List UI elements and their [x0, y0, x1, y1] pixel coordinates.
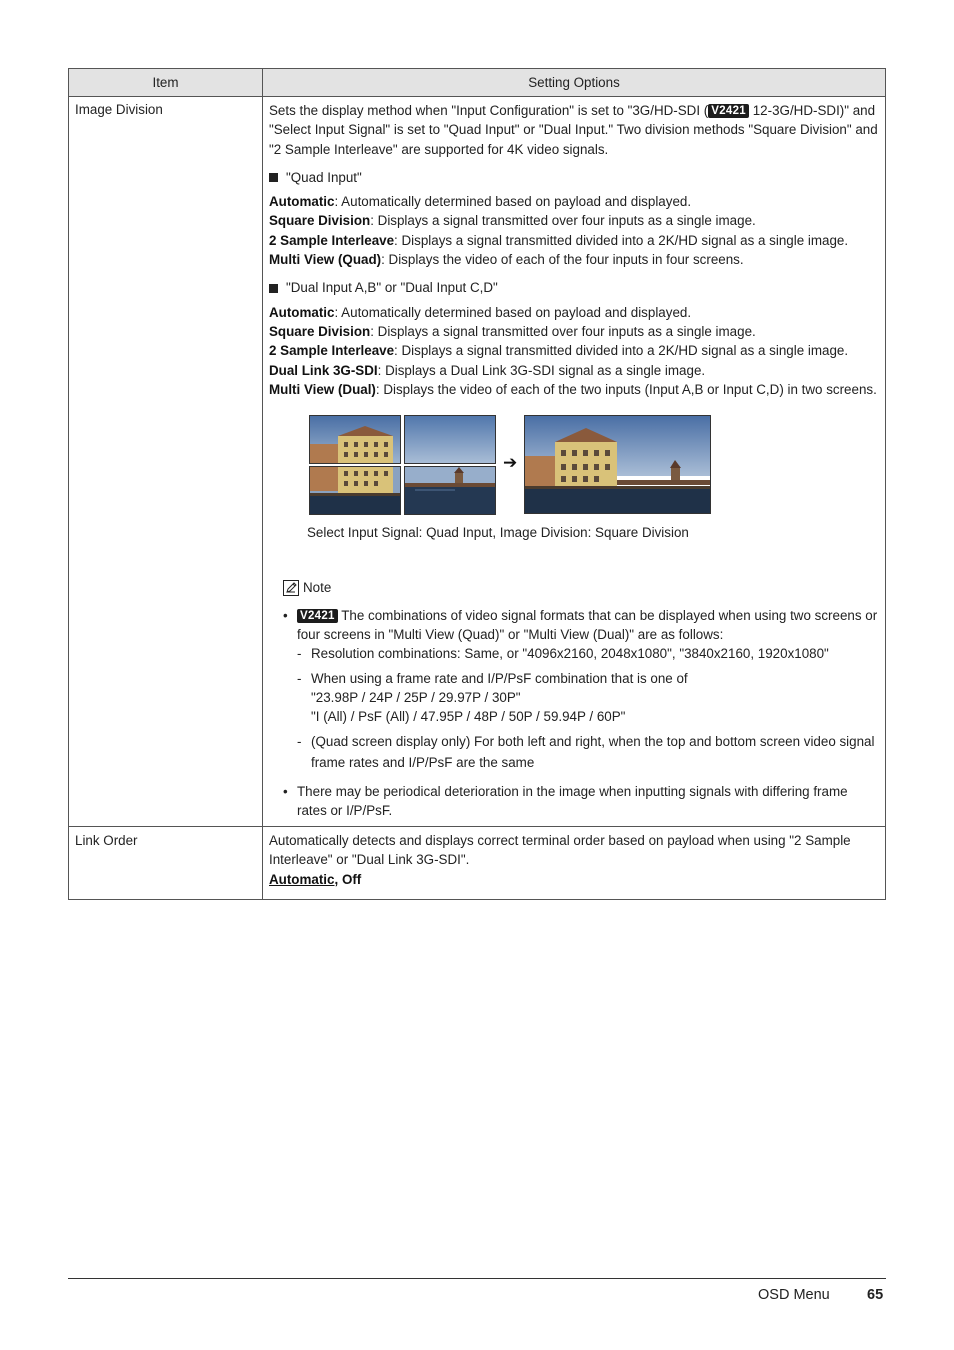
- combined-photo-icon: [525, 416, 710, 513]
- note-sub-item-frame-rate: [297, 669, 879, 727]
- note-bullet-2-text: There may be periodical deterioration in the image when inputting signals with differing frame rates or I/P/PsF.: [297, 783, 848, 818]
- option-desc: : Displays a signal transmitted divided into a 2K/HD signal as a single image.: [394, 343, 849, 359]
- model-badge: V2421: [297, 609, 338, 623]
- option-desc: : Displays the video of each of the four inputs in four screens.: [381, 252, 744, 268]
- option-separator: ,: [334, 871, 342, 887]
- note-bullet-2: [283, 782, 879, 821]
- bridge-photo-icon: [405, 467, 495, 514]
- combined-image: [524, 415, 711, 514]
- note-title: Note: [303, 580, 332, 596]
- item-image-division: Image Division: [69, 97, 263, 827]
- option-term: Dual Link 3G-SDI: [269, 362, 378, 378]
- note-sub-item-resolution: [297, 644, 879, 663]
- option-desc: : Displays the video of each of the two inputs (Input A,B or Input C,D) in two screens.: [375, 381, 877, 397]
- dash-marker: -: [297, 646, 302, 662]
- tile-bottom-left-image: [309, 466, 401, 515]
- bullet-dot-icon: •: [283, 783, 288, 799]
- option-term: Automatic: [269, 304, 335, 320]
- page-number: 65: [867, 1287, 884, 1303]
- dash-marker: -: [297, 733, 302, 749]
- note-sub-text: Resolution combinations: Same, or "4096x2160, 2048x1080", "3840x2160, 1920x1080": [311, 646, 829, 662]
- option-term: Square Division: [269, 213, 371, 229]
- option-desc: : Displays a signal transmitted over four inputs as a single image.: [370, 323, 756, 339]
- tile-bottom-right-image: [404, 466, 496, 515]
- intro-text-b: 12-3G/HD-SDI)" and "Select Input Signal" is set to "Quad Input" or "Dual Input." Two division methods "Square Division" and "2 Sample Interleave" are supported for 4K video signals.: [269, 103, 878, 157]
- dual-input-heading: [269, 278, 879, 297]
- link-order-desc: Automatically detects and displays correct terminal order based on payload when using "2 Sample Interleave" or "Dual Link 3G-SDI".: [269, 833, 851, 868]
- option-term: Automatic: [269, 194, 335, 210]
- intro-text-a: Sets the display method when "Input Configuration" is set to "3G/HD-SDI (: [269, 103, 709, 118]
- option-line: [269, 341, 879, 360]
- dual-options: [269, 303, 879, 399]
- option-line: [269, 231, 879, 250]
- dash-marker: -: [297, 670, 302, 686]
- arrow-right-icon: ➔: [503, 453, 518, 473]
- option-term: 2 Sample Interleave: [269, 343, 395, 359]
- link-order-options: [269, 870, 879, 889]
- option-term: Square Division: [269, 323, 371, 339]
- note-sub-text: When using a frame rate and I/P/PsF combination that is one of: [311, 670, 688, 686]
- header-setting-options: Setting Options: [263, 69, 886, 97]
- option-desc: : Displays a Dual Link 3G-SDI signal as a single image.: [377, 362, 706, 378]
- option-desc: : Displays a signal transmitted over four inputs as a single image.: [370, 213, 756, 229]
- bullet-dot-icon: •: [283, 607, 288, 623]
- square-bullet-icon: [269, 284, 278, 293]
- pencil-note-icon: [283, 580, 299, 596]
- tile-top-right-image: [404, 415, 496, 464]
- item-link-order: Link Order: [69, 827, 263, 900]
- table-row-image-division: [69, 97, 886, 827]
- table-row-link-order: [69, 827, 886, 900]
- dual-heading-text: "Dual Input A,B" or "Dual Input C,D": [286, 280, 498, 296]
- note-sub-text: "23.98P / 24P / 25P / 29.97P / 30P": [311, 689, 521, 705]
- building-photo-icon: [310, 416, 400, 463]
- square-bullet-icon: [269, 173, 278, 182]
- quad-options: [269, 192, 879, 269]
- waterfront-photo-icon: [310, 467, 400, 514]
- options-image-division: [263, 97, 886, 827]
- square-division-figure: [309, 415, 879, 515]
- tile-top-left-image: [309, 415, 401, 464]
- option-term: Multi View (Dual): [269, 381, 376, 397]
- option-line: [269, 322, 879, 341]
- header-item: Item: [69, 69, 263, 97]
- figure-caption: Select Input Signal: Quad Input, Image Division: Square Division: [307, 525, 689, 541]
- quad-input-heading: [269, 168, 879, 187]
- footer-section-title: OSD Menu: [758, 1287, 830, 1303]
- option-default-automatic: Automatic: [269, 871, 335, 887]
- option-desc: : Displays a signal transmitted divided into a 2K/HD signal as a single image.: [394, 232, 849, 248]
- option-line: [269, 192, 879, 211]
- option-line: [269, 303, 879, 322]
- quad-heading-text: "Quad Input": [286, 169, 362, 185]
- option-line: [269, 361, 879, 380]
- option-desc: : Automatically determined based on payload and displayed.: [334, 194, 692, 210]
- note-sub-text: (Quad screen display only) For both left and right, when the top and bottom screen video signal frame rates and I/P/PsF are the same: [311, 733, 875, 770]
- option-line: [269, 211, 879, 230]
- note-bullet-1: [283, 606, 879, 645]
- settings-table: [68, 68, 886, 900]
- option-line: [269, 250, 879, 269]
- options-link-order: [263, 827, 886, 900]
- note-sub-text: "I (All) / PsF (All) / 47.95P / 48P / 50P / 59.94P / 60P": [311, 709, 626, 725]
- note-bullet-1-text: The combinations of video signal formats that can be displayed when using two screens or four screens in "Multi View (Quad)" or "Multi View (Dual)" are as follows:: [297, 607, 878, 643]
- note-sub-item-quad: [297, 731, 879, 773]
- footer-divider: [68, 1278, 886, 1279]
- model-badge: V2421: [708, 104, 749, 118]
- intro-paragraph: [269, 101, 879, 159]
- option-line: [269, 380, 879, 399]
- note-list: [283, 606, 879, 820]
- option-off: Off: [341, 871, 362, 887]
- sky-photo-icon: [405, 416, 495, 463]
- option-term: 2 Sample Interleave: [269, 232, 395, 248]
- note-heading: [283, 578, 879, 597]
- option-term: Multi View (Quad): [269, 252, 382, 268]
- option-desc: : Automatically determined based on payload and displayed.: [334, 304, 692, 320]
